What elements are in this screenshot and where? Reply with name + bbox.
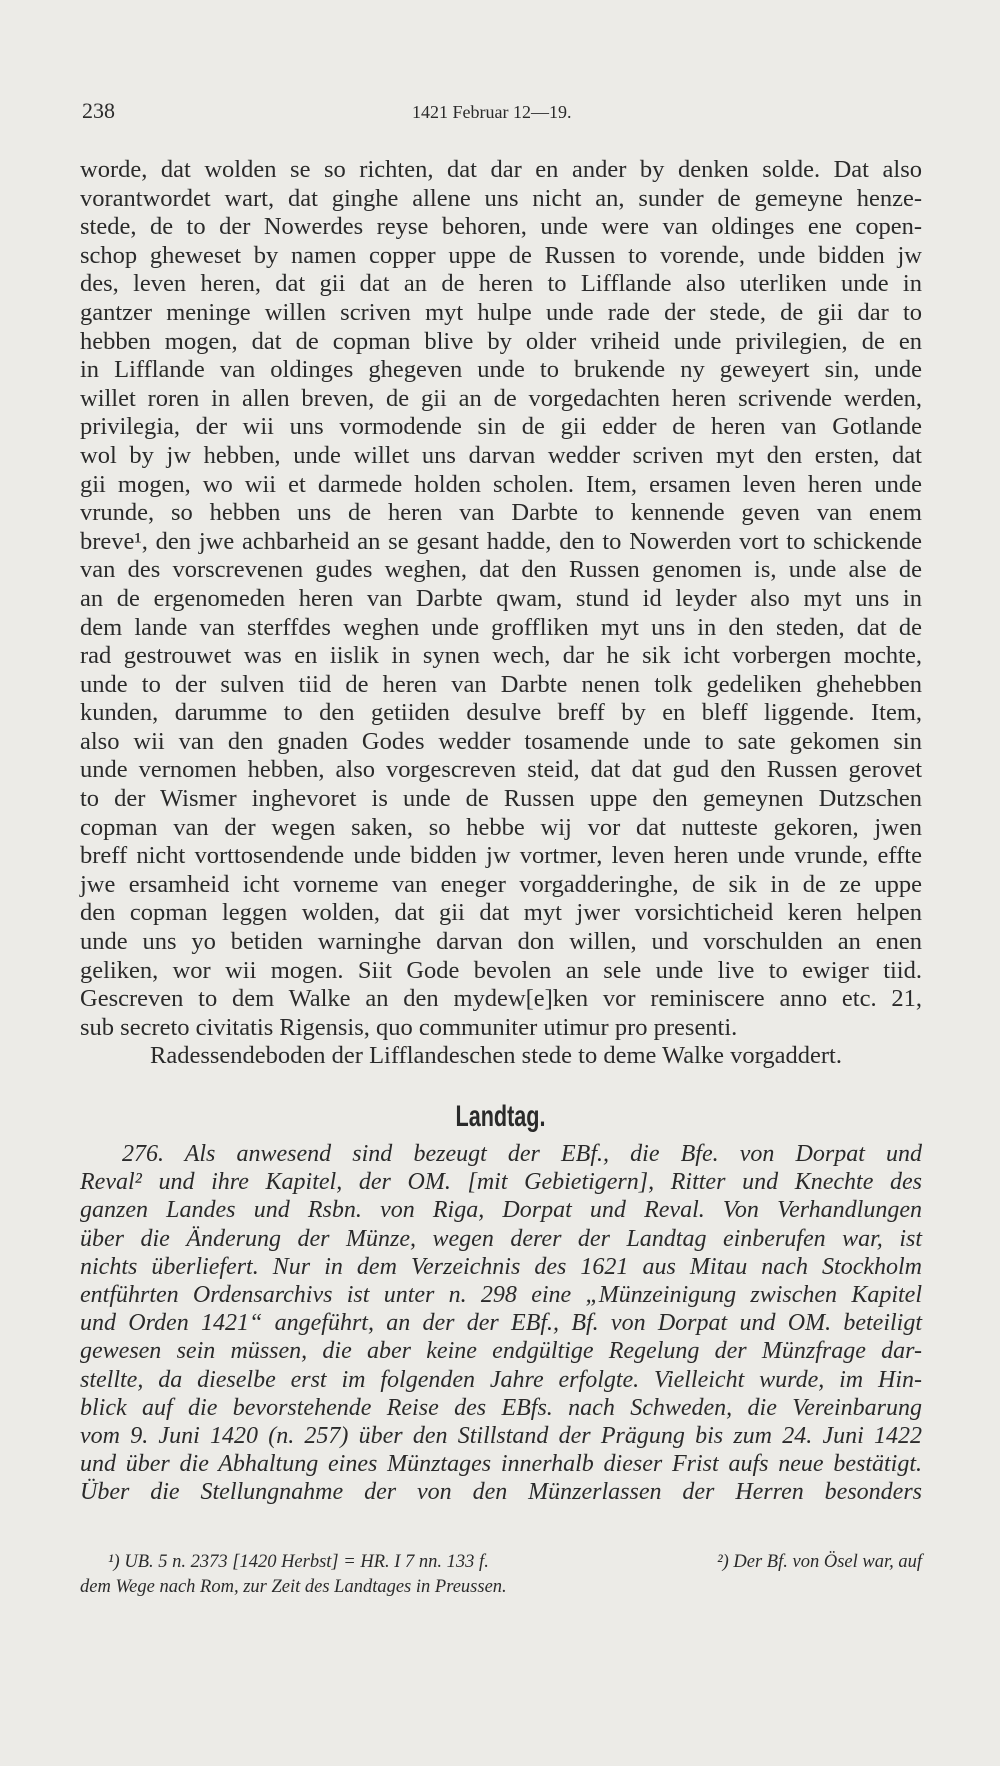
page-header xyxy=(82,98,922,128)
body-line: to der Wismer inghevoret is unde de Russen uppe den gemeynen Dutzschen xyxy=(80,785,922,813)
footnote-2-continued: dem Wege nach Rom, zur Zeit des Landtages in Preussen. xyxy=(80,1577,507,1597)
body-line: geliken, wor wii mogen. Siit Gode bevolen an sele unde live to ewiger tiid. xyxy=(80,956,922,984)
body-line: also wii van den gnaden Godes wedder tosamende unde to sate gekomen sin xyxy=(80,727,922,755)
body-line: gantzer meninge willen scriven myt hulpe unde rade der stede, de gii dar to xyxy=(80,298,922,326)
body-line: unde to der sulven tiid de heren van Darbte nenen tolk gedeliken ghehebben xyxy=(80,670,922,698)
body-line: den copman leggen wolden, dat gii dat myt jwer vorsichticheid keren helpen xyxy=(80,899,922,927)
note-line: über die Änderung der Münze, wegen derer der Landtag einberufen war, ist xyxy=(80,1225,922,1252)
note-line: gewesen sein müssen, die aber keine endgültige Regelung der Münzfrage dar- xyxy=(80,1338,922,1365)
body-line: willet roren in allen breven, de gii an de vorgedachten heren scrivende werden, xyxy=(80,384,922,412)
note-line: ganzen Landes und Rsbn. von Riga, Dorpat und Reval. Von Verhandlungen xyxy=(80,1197,922,1224)
body-line: worde, dat wolden se so richten, dat dar en ander by denken solde. Dat also xyxy=(80,156,922,183)
note-line: stellte, da dieselbe erst im folgenden Jahre erfolgte. Vielleicht wurde, im Hin- xyxy=(80,1366,922,1393)
body-line: sub secreto civitatis Rigensis, quo communiter utimur pro presenti. xyxy=(80,1013,738,1041)
body-line: Gescreven to dem Walke an den mydew[e]ken vor reminiscere anno etc. 21, xyxy=(80,985,922,1013)
body-line: stede, de to der Nowerdes reyse behoren, unde were van oldinges ene copen- xyxy=(80,213,922,241)
body-line: schop gheweset by namen copper uppe de Russen to vorende, unde bidden jw xyxy=(80,241,922,269)
footnotes xyxy=(80,1550,922,1600)
body-line: breve¹, den jwe achbarheid an se gesant hadde, den to Nowerden vort to schickende xyxy=(80,527,922,555)
note-line: nichts überliefert. Nur in dem Verzeichnis des 1621 aus Mitau nach Stockholm xyxy=(80,1253,922,1280)
note-line: Reval² und ihre Kapitel, der OM. [mit Gebietigern], Ritter und Knechte des xyxy=(80,1169,922,1196)
body-line: jwe ersamheid icht vorneme van eneger vorgadderinghe, de sik in de ze uppe xyxy=(80,870,922,898)
footnote-2: ²) Der Bf. von Ösel war, auf xyxy=(717,1552,922,1572)
body-line: van des vorscrevenen gudes weghen, dat den Russen genomen is, unde alse de xyxy=(80,556,922,584)
note-line: blick auf die bevorstehende Reise des EBfs. nach Schweden, die Vereinbarung xyxy=(80,1394,922,1421)
body-line: unde uns yo betiden warninghe darvan don willen, und vorschulden an enen xyxy=(80,928,922,956)
body-line: dem lande van sterffdes weghen unde groffliken myt uns in den steden, dat de xyxy=(80,613,922,641)
body-line: vorantwordet wart, dat ginghe allene uns nicht an, sunder de gemeyne henze- xyxy=(80,184,922,212)
body-line: gii mogen, wo wii et darmede holden scholen. Item, ersamen leven heren unde xyxy=(80,470,922,498)
body-line: copman van der wegen saken, so hebbe wij vor dat nutteste gekoren, jwen xyxy=(80,813,922,841)
body-line: an de ergenomeden heren van Darbte qwam, stund id leyder also myt uns in xyxy=(80,584,922,612)
note-line: und Orden 1421“ angeführt, an der der EBf., Bf. von Dorpat und OM. beteiligt xyxy=(80,1310,922,1337)
body-line: hebben mogen, dat de copman blive by older vriheid unde privilegien, de en xyxy=(80,327,922,355)
signature-line: Radessendeboden der Lifflandeschen stede to deme Walke vorgaddert. xyxy=(150,1042,842,1070)
footnote-1: ¹) UB. 5 n. 2373 [1420 Herbst] = HR. I 7 nn. 133 f. xyxy=(108,1552,489,1572)
body-line: rad gestrouwet was en iislik in synen wech, dar he sik icht vorbergen mochte, xyxy=(80,642,922,670)
editorial-note xyxy=(80,1140,922,1506)
body-line: des, leven heren, dat gii dat an de heren to Lifflande also uterliken unde in xyxy=(80,270,922,298)
letter-body xyxy=(80,156,922,1071)
note-line: vom 9. Juni 1420 (n. 257) über den Stillstand der Prägung bis zum 24. Juni 1422 xyxy=(80,1422,922,1449)
page-number: 238 xyxy=(82,98,115,123)
note-line: und über die Abhaltung eines Münztages innerhalb dieser Frist aufs neue bestätigt. xyxy=(80,1451,922,1478)
note-line: entführten Ordensarchivs ist unter n. 298 eine „Münzeinigung zwischen Kapitel xyxy=(80,1281,922,1308)
body-line: vrunde, so hebben uns de heren van Darbte to kennende geven van enem xyxy=(80,499,922,527)
body-line: in Lifflande van oldinges ghegeven unde to brukende ny geweyert sin, unde xyxy=(80,356,922,384)
body-line: unde vernomen hebben, also vorgescreven steid, dat dat gud den Russen gerovet xyxy=(80,756,922,784)
section-heading: Landtag. xyxy=(455,1100,545,1133)
body-line: privilegia, der wii uns vormodende sin de gii edder de heren van Gotlande xyxy=(80,413,922,441)
note-line: Über die Stellungnahme der von den Münzerlassen der Herren besonders xyxy=(80,1479,922,1506)
note-line: 276. Als anwesend sind bezeugt der EBf., die Bfe. von Dorpat und xyxy=(122,1141,922,1167)
body-line: kunden, darumme to den getiiden desulve breff by en bleff liggende. Item, xyxy=(80,699,922,727)
body-line: wol by jw hebben, unde willet uns darvan wedder scriven myt den ersten, dat xyxy=(80,441,922,469)
running-head: 1421 Februar 12—19. xyxy=(412,102,572,122)
body-line: breff nicht vorttosendende unde bidden jw vortmer, leven heren unde vrunde, effte xyxy=(80,842,922,870)
